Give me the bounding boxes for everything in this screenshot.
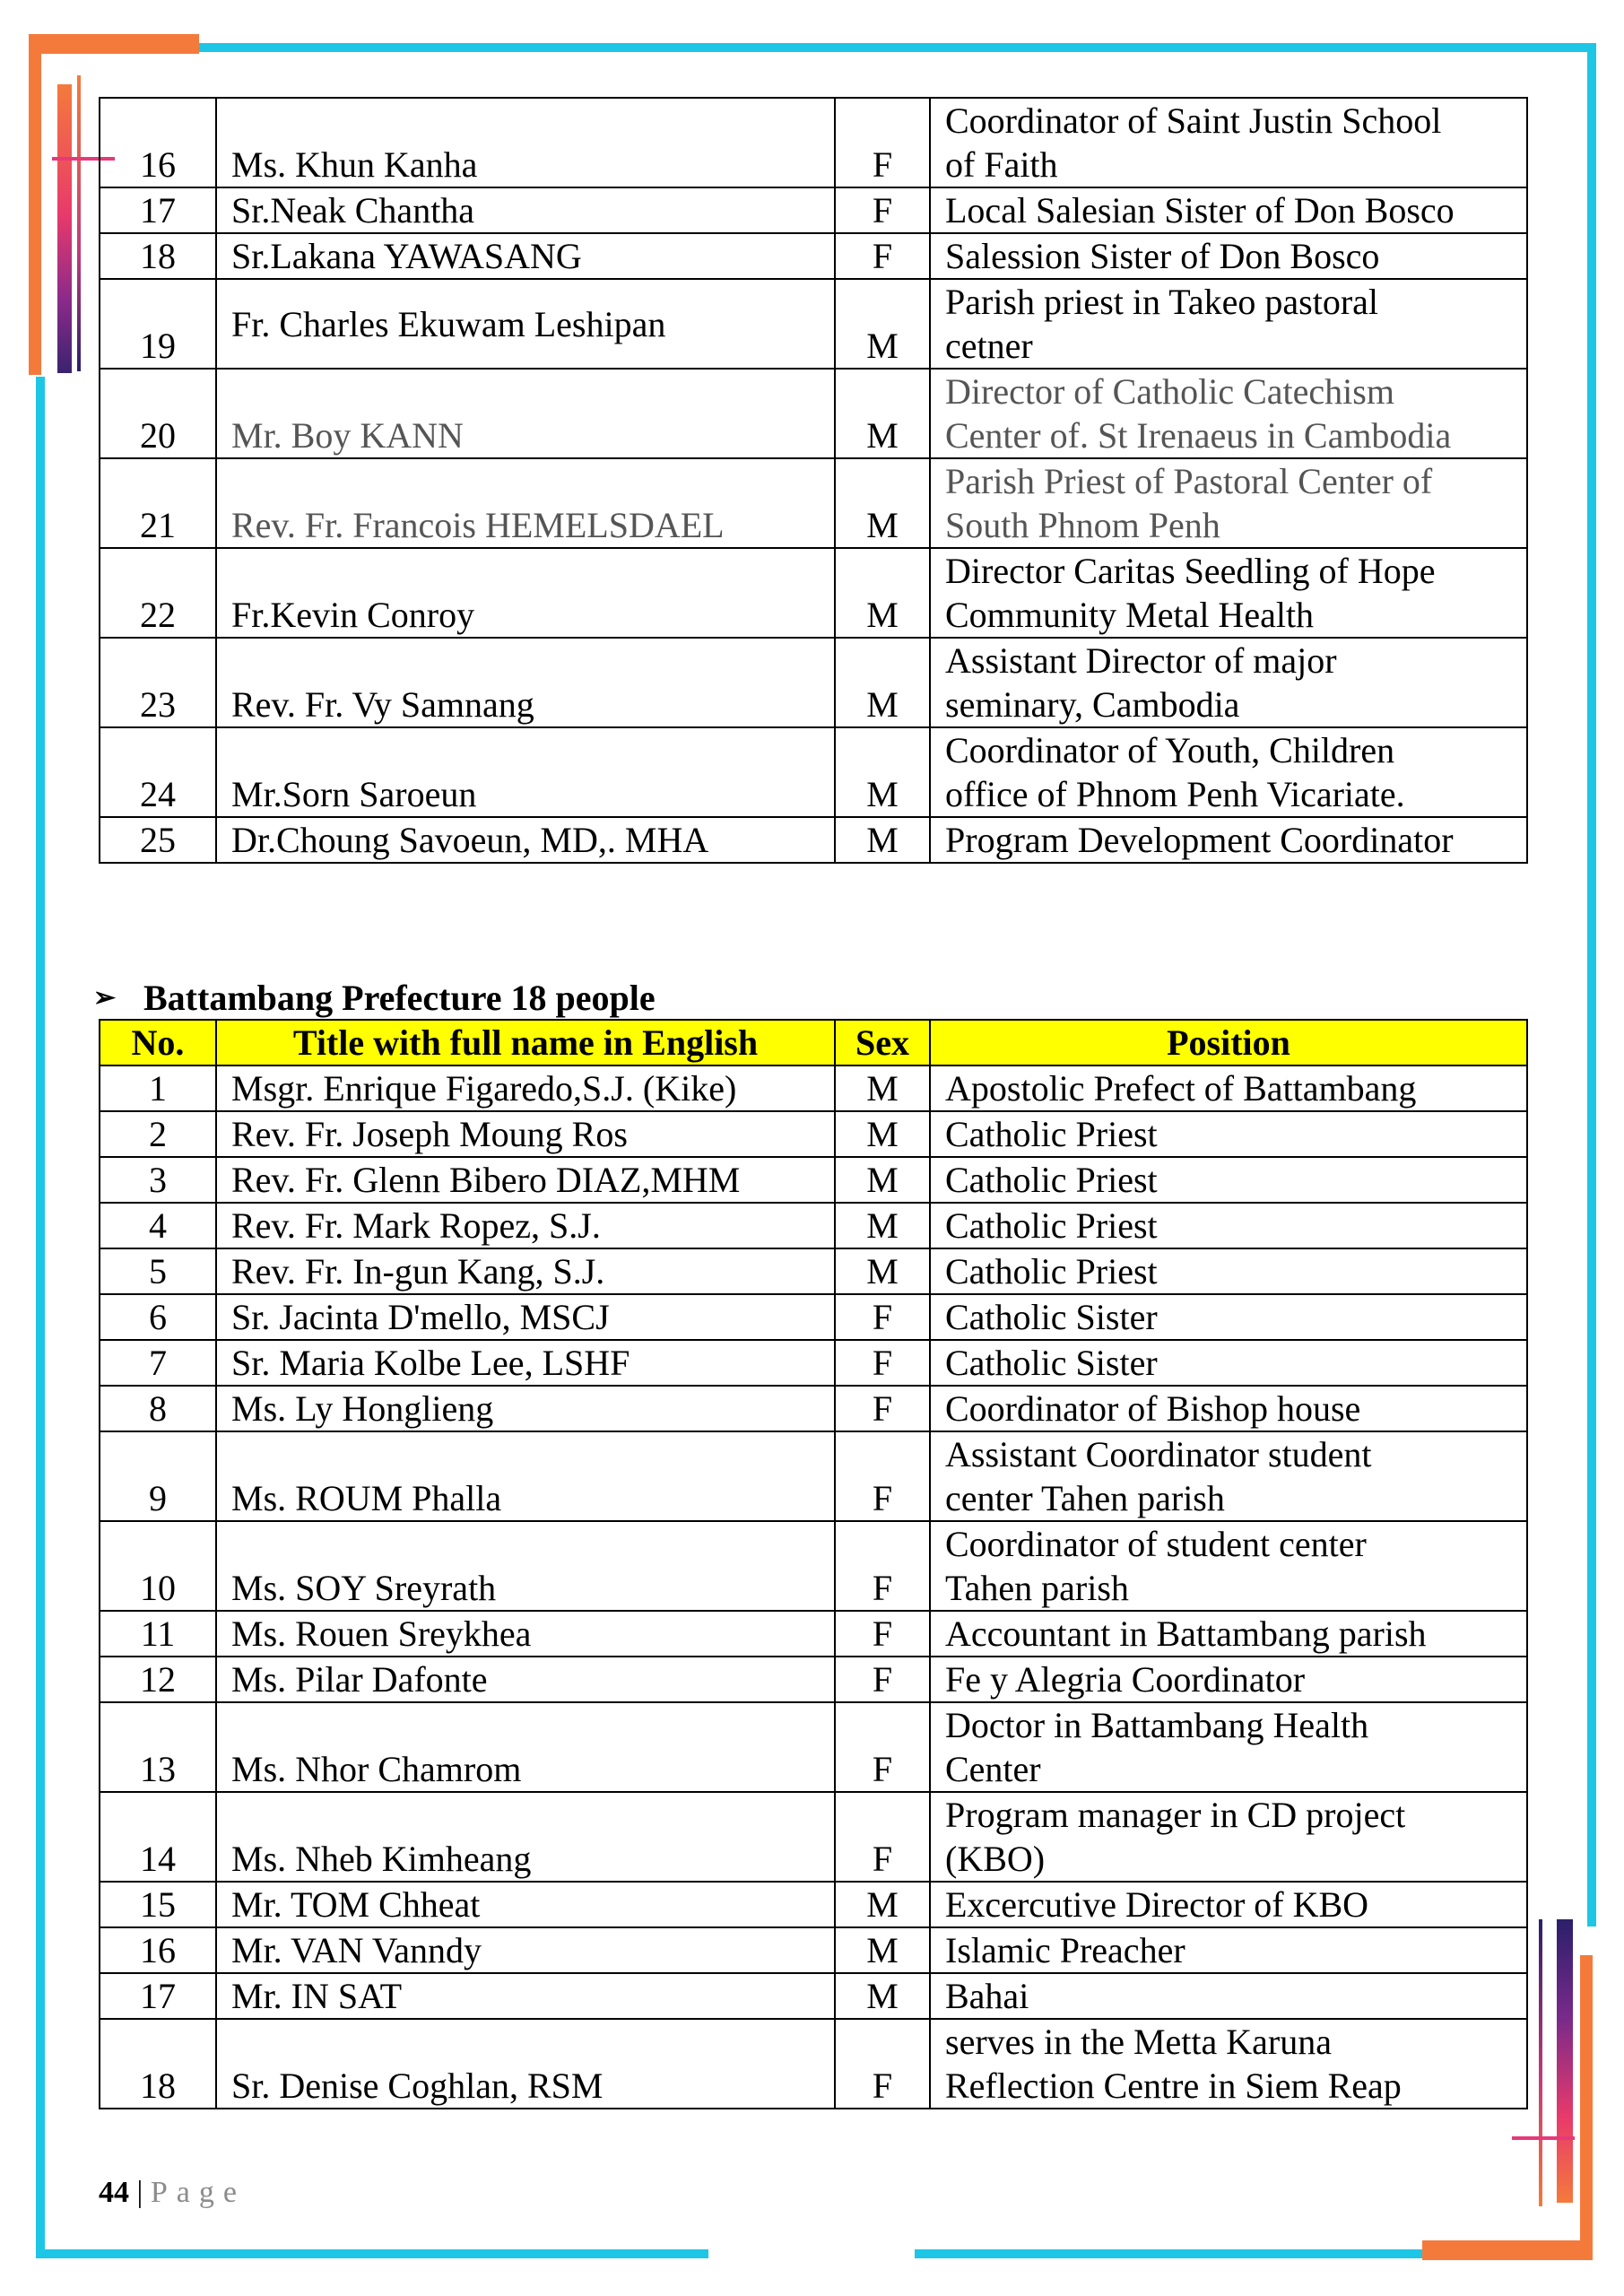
table-row bbox=[100, 1521, 1527, 1611]
row-position bbox=[930, 1386, 1527, 1431]
table-row bbox=[100, 1702, 1527, 1792]
row-number: 24 bbox=[100, 727, 216, 817]
row-position bbox=[930, 458, 1527, 548]
header-sex: Sex bbox=[835, 1020, 930, 1065]
table-row bbox=[100, 1248, 1527, 1294]
position-line: Apostolic Prefect of Battambang bbox=[945, 1068, 1417, 1109]
table-row bbox=[100, 458, 1527, 548]
position-line: Bahai bbox=[945, 1976, 1029, 2016]
position-line: Parish Priest of Pastoral Center of bbox=[945, 461, 1433, 501]
row-number: 23 bbox=[100, 638, 216, 727]
row-name: Ms. Nheb Kimheang bbox=[216, 1792, 835, 1882]
row-name: Ms. SOY Sreyrath bbox=[216, 1521, 835, 1611]
row-number: 16 bbox=[100, 1927, 216, 1973]
table-row bbox=[100, 1294, 1527, 1340]
row-name: Ms. Rouen Sreykhea bbox=[216, 1611, 835, 1657]
row-name: Ms. Khun Kanha bbox=[216, 98, 835, 187]
row-name: Fr. Charles Ekuwam Leshipan bbox=[216, 279, 835, 369]
battambang-table bbox=[99, 1019, 1528, 2109]
frame-accent-right bbox=[1557, 1919, 1573, 2203]
row-name: Ms. Nhor Chamrom bbox=[216, 1702, 835, 1792]
header-name: Title with full name in English bbox=[216, 1020, 835, 1065]
row-sex: M bbox=[835, 1111, 930, 1157]
row-position bbox=[930, 98, 1527, 187]
header-position: Position bbox=[930, 1020, 1527, 1065]
row-number: 1 bbox=[100, 1065, 216, 1111]
position-line: Director Caritas Seedling of Hope bbox=[945, 551, 1436, 591]
row-sex: M bbox=[835, 369, 930, 458]
position-line: Salession Sister of Don Bosco bbox=[945, 236, 1380, 276]
row-number: 14 bbox=[100, 1792, 216, 1882]
page-number: 44 bbox=[99, 2176, 129, 2209]
row-number: 13 bbox=[100, 1702, 216, 1792]
position-line: Tahen parish bbox=[945, 1568, 1129, 1608]
row-position bbox=[930, 1065, 1527, 1111]
row-name: Msgr. Enrique Figaredo,S.J. (Kike) bbox=[216, 1065, 835, 1111]
frame-corner-top-side bbox=[29, 34, 41, 375]
row-position bbox=[930, 817, 1527, 863]
section-heading-text: Battambang Prefecture 18 people bbox=[143, 978, 656, 1018]
table-row bbox=[100, 1203, 1527, 1248]
table-row bbox=[100, 2019, 1527, 2109]
position-line: of Faith bbox=[945, 144, 1058, 185]
row-position bbox=[930, 1431, 1527, 1521]
position-line: Director of Catholic Catechism bbox=[945, 371, 1394, 412]
row-number: 2 bbox=[100, 1111, 216, 1157]
row-position bbox=[930, 369, 1527, 458]
row-sex: F bbox=[835, 98, 930, 187]
row-name: Sr.Neak Chantha bbox=[216, 187, 835, 233]
row-position bbox=[930, 1611, 1527, 1657]
row-name: Rev. Fr. Joseph Moung Ros bbox=[216, 1111, 835, 1157]
table-row bbox=[100, 817, 1527, 863]
table-row bbox=[100, 727, 1527, 817]
row-number: 11 bbox=[100, 1611, 216, 1657]
row-sex: M bbox=[835, 638, 930, 727]
position-line: Catholic Sister bbox=[945, 1343, 1158, 1383]
row-name: Ms. Ly Honglieng bbox=[216, 1386, 835, 1431]
row-number: 18 bbox=[100, 2019, 216, 2109]
footer-separator: | bbox=[129, 2176, 151, 2209]
row-name: Sr.Lakana YAWASANG bbox=[216, 233, 835, 279]
row-name: Mr. VAN Vanndy bbox=[216, 1927, 835, 1973]
row-position bbox=[930, 1157, 1527, 1203]
position-line: Doctor in Battambang Health bbox=[945, 1705, 1369, 1745]
row-sex: M bbox=[835, 279, 930, 369]
position-line: Center of. St Irenaeus in Cambodia bbox=[945, 415, 1452, 456]
frame-accent-left bbox=[57, 84, 72, 373]
row-name: Rev. Fr. Francois HEMELSDAEL bbox=[216, 458, 835, 548]
row-sex: F bbox=[835, 1611, 930, 1657]
page-footer bbox=[99, 2176, 246, 2210]
frame-bottom-line-left bbox=[36, 2249, 708, 2258]
row-name: Sr. Denise Coghlan, RSM bbox=[216, 2019, 835, 2109]
frame-right-line bbox=[1587, 43, 1596, 1926]
row-position bbox=[930, 1203, 1527, 1248]
row-position bbox=[930, 1521, 1527, 1611]
row-number: 25 bbox=[100, 817, 216, 863]
row-sex: M bbox=[835, 1065, 930, 1111]
table-row bbox=[100, 1973, 1527, 2019]
row-sex: M bbox=[835, 1882, 930, 1927]
row-name: Ms. ROUM Phalla bbox=[216, 1431, 835, 1521]
arrow-bullet-icon: ➢ bbox=[93, 983, 117, 1013]
row-name: Rev. Fr. Mark Ropez, S.J. bbox=[216, 1203, 835, 1248]
frame-cross-left-v bbox=[77, 75, 81, 371]
position-line: Catholic Priest bbox=[945, 1251, 1158, 1292]
position-line: Coordinator of Youth, Children bbox=[945, 730, 1395, 770]
row-number: 21 bbox=[100, 458, 216, 548]
position-line: seminary, Cambodia bbox=[945, 684, 1240, 725]
row-name: Rev. Fr. Vy Samnang bbox=[216, 638, 835, 727]
table-row bbox=[100, 638, 1527, 727]
row-position bbox=[930, 1882, 1527, 1927]
table-row bbox=[100, 1157, 1527, 1203]
position-line: serves in the Metta Karuna bbox=[945, 2022, 1332, 2062]
position-line: Excercutive Director of KBO bbox=[945, 1884, 1369, 1925]
row-position bbox=[930, 548, 1527, 638]
table-row bbox=[100, 369, 1527, 458]
position-line: Program Development Coordinator bbox=[945, 820, 1454, 860]
row-sex: M bbox=[835, 458, 930, 548]
row-number: 12 bbox=[100, 1657, 216, 1702]
position-line: Program manager in CD project bbox=[945, 1795, 1406, 1835]
row-sex: F bbox=[835, 1792, 930, 1882]
row-position bbox=[930, 1657, 1527, 1702]
position-line: Parish priest in Takeo pastoral bbox=[945, 282, 1379, 322]
table-row bbox=[100, 1927, 1527, 1973]
position-line: Coordinator of Saint Justin School bbox=[945, 100, 1442, 141]
frame-corner-bottom bbox=[1422, 2240, 1593, 2260]
position-line: Center bbox=[945, 1749, 1041, 1789]
row-position bbox=[930, 1792, 1527, 1882]
row-position bbox=[930, 1294, 1527, 1340]
row-number: 6 bbox=[100, 1294, 216, 1340]
row-position bbox=[930, 279, 1527, 369]
frame-corner-bottom-side bbox=[1580, 1955, 1593, 2260]
row-position bbox=[930, 2019, 1527, 2109]
row-number: 3 bbox=[100, 1157, 216, 1203]
row-position bbox=[930, 638, 1527, 727]
row-sex: F bbox=[835, 233, 930, 279]
row-position bbox=[930, 1248, 1527, 1294]
row-name: Dr.Choung Savoeun, MD,. MHA bbox=[216, 817, 835, 863]
table-row bbox=[100, 98, 1527, 187]
row-sex: F bbox=[835, 1657, 930, 1702]
table-header-row bbox=[100, 1020, 1527, 1065]
row-name: Ms. Pilar Dafonte bbox=[216, 1657, 835, 1702]
position-line: Coordinator of student center bbox=[945, 1524, 1367, 1564]
table-row bbox=[100, 1792, 1527, 1882]
position-line: Community Metal Health bbox=[945, 595, 1315, 635]
position-line: Islamic Preacher bbox=[945, 1930, 1185, 1970]
row-name: Rev. Fr. Glenn Bibero DIAZ,MHM bbox=[216, 1157, 835, 1203]
row-number: 17 bbox=[100, 187, 216, 233]
row-sex: F bbox=[835, 1702, 930, 1792]
table-row bbox=[100, 187, 1527, 233]
position-line: office of Phnom Penh Vicariate. bbox=[945, 774, 1405, 814]
row-position bbox=[930, 727, 1527, 817]
position-line: (KBO) bbox=[945, 1839, 1046, 1879]
row-name: Mr. TOM Chheat bbox=[216, 1882, 835, 1927]
row-sex: M bbox=[835, 548, 930, 638]
row-number: 5 bbox=[100, 1248, 216, 1294]
row-sex: F bbox=[835, 2019, 930, 2109]
row-name: Fr.Kevin Conroy bbox=[216, 548, 835, 638]
row-name: Mr. Boy KANN bbox=[216, 369, 835, 458]
position-line: South Phnom Penh bbox=[945, 505, 1220, 545]
table-row bbox=[100, 1386, 1527, 1431]
row-position bbox=[930, 1702, 1527, 1792]
row-sex: M bbox=[835, 1157, 930, 1203]
frame-cross-right-h bbox=[1512, 2136, 1575, 2140]
position-line: Assistant Director of major bbox=[945, 640, 1337, 681]
row-name: Sr. Maria Kolbe Lee, LSHF bbox=[216, 1340, 835, 1386]
row-sex: F bbox=[835, 1521, 930, 1611]
table-row bbox=[100, 233, 1527, 279]
table-row bbox=[100, 1065, 1527, 1111]
table-row bbox=[100, 1657, 1527, 1702]
section-heading bbox=[93, 976, 656, 1021]
table-row bbox=[100, 1611, 1527, 1657]
row-number: 22 bbox=[100, 548, 216, 638]
position-line: Local Salesian Sister of Don Bosco bbox=[945, 190, 1455, 230]
row-sex: F bbox=[835, 1340, 930, 1386]
row-number: 15 bbox=[100, 1882, 216, 1927]
row-name: Mr.Sorn Saroeun bbox=[216, 727, 835, 817]
row-position bbox=[930, 1340, 1527, 1386]
position-line: Assistant Coordinator student bbox=[945, 1434, 1372, 1474]
row-name: Mr. IN SAT bbox=[216, 1973, 835, 2019]
row-sex: M bbox=[835, 1927, 930, 1973]
battambang-table-body bbox=[100, 1065, 1527, 2109]
row-number: 8 bbox=[100, 1386, 216, 1431]
row-name: Rev. Fr. In-gun Kang, S.J. bbox=[216, 1248, 835, 1294]
row-number: 19 bbox=[100, 279, 216, 369]
row-sex: F bbox=[835, 1294, 930, 1340]
row-number: 9 bbox=[100, 1431, 216, 1521]
frame-top-line bbox=[197, 43, 1596, 52]
table-row bbox=[100, 1882, 1527, 1927]
position-line: cetner bbox=[945, 326, 1033, 366]
position-line: Coordinator of Bishop house bbox=[945, 1388, 1361, 1429]
row-name: Sr. Jacinta D'mello, MSCJ bbox=[216, 1294, 835, 1340]
header-no: No. bbox=[100, 1020, 216, 1065]
position-line: center Tahen parish bbox=[945, 1478, 1225, 1518]
row-sex: M bbox=[835, 1248, 930, 1294]
row-sex: M bbox=[835, 817, 930, 863]
table-row bbox=[100, 548, 1527, 638]
row-position bbox=[930, 1927, 1527, 1973]
position-line: Reflection Centre in Siem Reap bbox=[945, 2066, 1402, 2106]
row-number: 4 bbox=[100, 1203, 216, 1248]
row-position bbox=[930, 1973, 1527, 2019]
row-sex: F bbox=[835, 1431, 930, 1521]
table-row bbox=[100, 1431, 1527, 1521]
position-line: Catholic Sister bbox=[945, 1297, 1158, 1337]
frame-corner-top bbox=[29, 34, 199, 54]
position-line: Accountant in Battambang parish bbox=[945, 1613, 1427, 1654]
row-number: 16 bbox=[100, 98, 216, 187]
table-row bbox=[100, 279, 1527, 369]
page-word: Page bbox=[150, 2176, 246, 2209]
frame-cross-right-v bbox=[1539, 1919, 1542, 2206]
continued-table bbox=[99, 97, 1528, 864]
frame-left-line bbox=[36, 377, 45, 2258]
table-row bbox=[100, 1340, 1527, 1386]
frame-bottom-line-right bbox=[915, 2249, 1453, 2258]
row-sex: M bbox=[835, 727, 930, 817]
row-number: 17 bbox=[100, 1973, 216, 2019]
row-sex: M bbox=[835, 1203, 930, 1248]
position-line: Catholic Priest bbox=[945, 1114, 1158, 1154]
row-sex: M bbox=[835, 1973, 930, 2019]
position-line: Catholic Priest bbox=[945, 1160, 1158, 1200]
row-number: 7 bbox=[100, 1340, 216, 1386]
position-line: Catholic Priest bbox=[945, 1205, 1158, 1246]
row-position bbox=[930, 187, 1527, 233]
table-row bbox=[100, 1111, 1527, 1157]
row-position bbox=[930, 1111, 1527, 1157]
row-number: 10 bbox=[100, 1521, 216, 1611]
row-position bbox=[930, 233, 1527, 279]
row-sex: F bbox=[835, 1386, 930, 1431]
row-sex: F bbox=[835, 187, 930, 233]
position-line: Fe y Alegria Coordinator bbox=[945, 1659, 1306, 1700]
continued-table-body bbox=[100, 98, 1527, 863]
row-number: 20 bbox=[100, 369, 216, 458]
row-number: 18 bbox=[100, 233, 216, 279]
